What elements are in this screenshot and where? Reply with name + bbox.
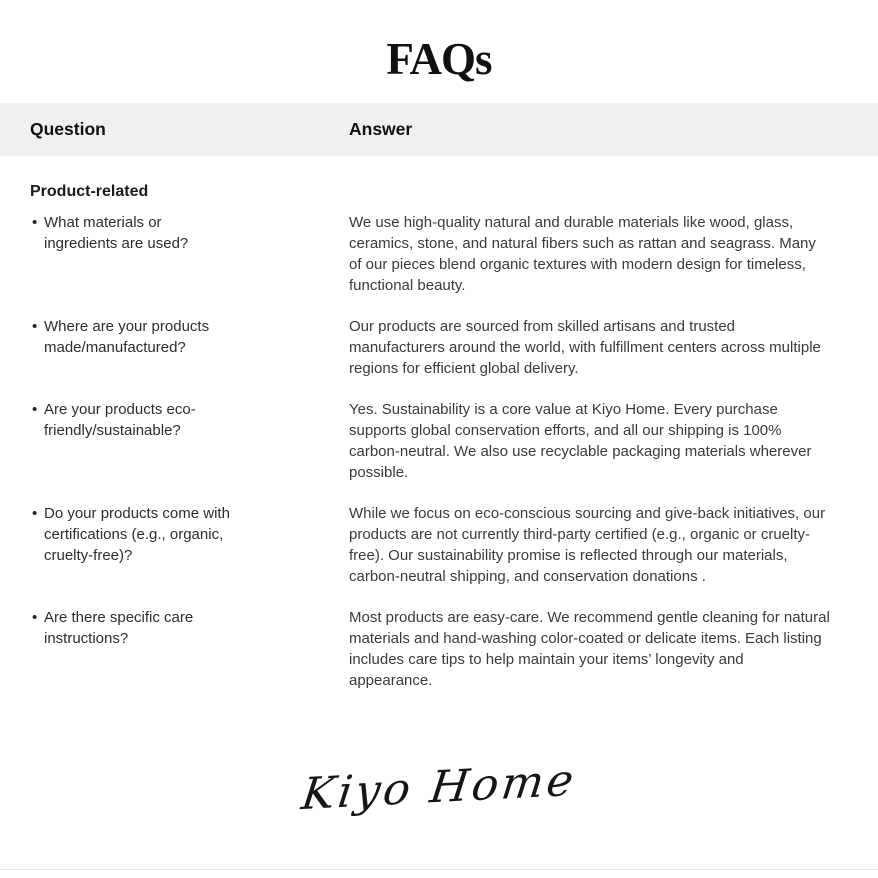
faq-row bbox=[30, 399, 832, 483]
question-cell bbox=[30, 503, 349, 587]
question-cell bbox=[30, 212, 349, 296]
bullet-marker: • bbox=[32, 609, 38, 626]
question-column-header: Question bbox=[30, 119, 106, 139]
answer-text: While we focus on eco-conscious sourcing and give-back initiatives, our products are not currently third-party certified (e.g., organic or cruelty-free). Our sustainability promise is reflected through our materials, carbon-neutral shipping, and conservation donations . bbox=[349, 505, 826, 585]
table-header-band bbox=[0, 103, 878, 156]
brand-logo: Kiyo Home bbox=[298, 754, 580, 821]
footer-divider bbox=[0, 869, 878, 870]
question-text: Do your products come with certifications (e.g., organic, cruelty-free)? bbox=[44, 505, 230, 564]
faq-row bbox=[30, 212, 832, 296]
question-text: Are there specific care instructions? bbox=[44, 609, 194, 647]
question-text: Where are your products made/manufactured? bbox=[44, 318, 210, 356]
bullet-marker: • bbox=[32, 318, 38, 335]
faq-row bbox=[30, 607, 832, 691]
answer-text: Yes. Sustainability is a core value at Kiyo Home. Every purchase supports global conservation efforts, and all our shipping is 100% carbon-neutral. We also use recyclable packaging materials wherever possible. bbox=[349, 401, 812, 481]
question-text: What materials or ingredients are used? bbox=[44, 214, 189, 252]
answer-text: Our products are sourced from skilled artisans and trusted manufacturers around the world, with fulfillment centers across multiple regions for efficient global delivery. bbox=[349, 318, 821, 377]
answer-column-header: Answer bbox=[349, 119, 413, 139]
page-title: FAQs bbox=[386, 34, 492, 84]
bullet-marker: • bbox=[32, 214, 38, 231]
faq-content bbox=[30, 183, 832, 711]
bullet-marker: • bbox=[32, 401, 38, 418]
question-cell bbox=[30, 399, 349, 483]
answer-text: We use high-quality natural and durable materials like wood, glass, ceramics, stone, and natural fibers such as rattan and seagrass. Many of our pieces blend organic textures with modern design for timeless, functional beauty. bbox=[349, 214, 816, 294]
bullet-marker: • bbox=[32, 505, 38, 522]
section-heading: Product-related bbox=[30, 183, 149, 200]
faq-row bbox=[30, 503, 832, 587]
faq-row bbox=[30, 316, 832, 379]
question-text: Are your products eco-friendly/sustainable? bbox=[44, 401, 196, 439]
question-cell bbox=[30, 607, 349, 691]
question-cell bbox=[30, 316, 349, 379]
answer-text: Most products are easy-care. We recommend gentle cleaning for natural materials and hand-washing color-coated or delicate items. Each listing includes care tips to help maintain your items’ longevity and appearance. bbox=[349, 609, 830, 689]
